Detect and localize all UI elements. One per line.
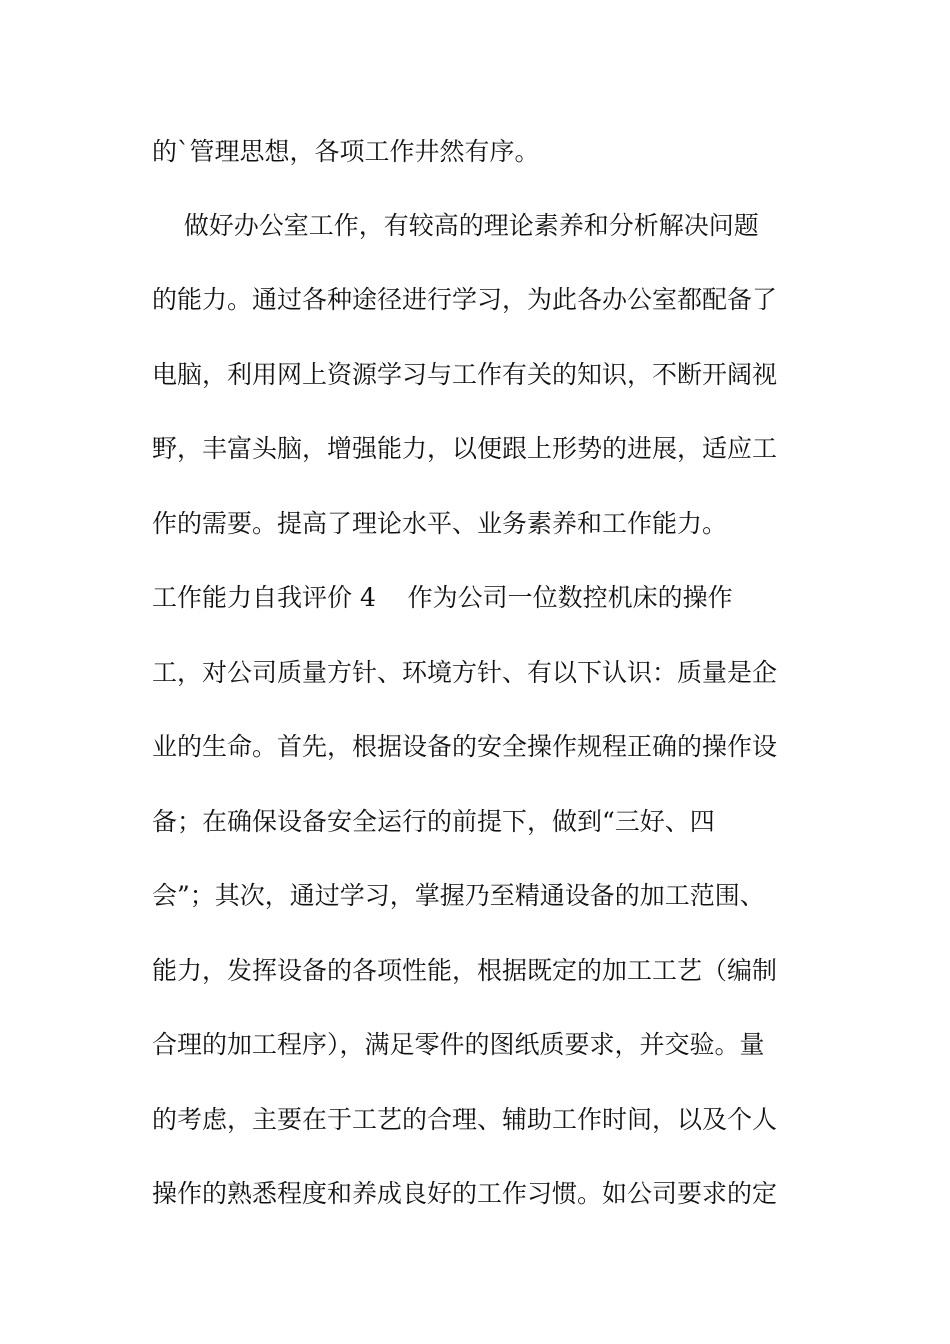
text-line: 能力，发挥设备的各项性能，根据既定的加工工艺（编制: [152, 956, 778, 985]
text-line: 操作的熟悉程度和养成良好的工作习惯。如公司要求的定: [152, 1179, 778, 1208]
text-line: 工，对公司质量方针、环境方针、有以下认识：质量是企: [152, 658, 778, 687]
section-heading-line: 工作能力自我评价 4 作为公司一位数控机床的操作: [152, 583, 733, 612]
text-line: 业的生命。首先，根据设备的安全操作规程正确的操作设: [152, 732, 778, 761]
text-line: 备；在确保设备安全运行的前提下，做到“三好、四: [152, 807, 715, 836]
text-line: 的考虑，主要在于工艺的合理、辅助工作时间，以及个人: [152, 1105, 778, 1134]
text-line: 合理的加工程序），满足零件的图纸质要求，并交验。量: [152, 1030, 765, 1059]
text-line: 做好办公室工作，有较高的理论素养和分析解决问题: [152, 211, 759, 240]
text-line: 会”；其次，通过学习，掌握乃至精通设备的加工范围、: [152, 881, 765, 910]
text-line: 的能力。通过各种途径进行学习，为此各办公室都配备了: [152, 285, 778, 314]
text-line: 的`管理思想，各项工作井然有序。: [152, 137, 540, 166]
text-line: 野，丰富头脑，增强能力，以便跟上形势的进展，适应工: [152, 434, 778, 463]
text-line: 电脑，利用网上资源学习与工作有关的知识，不断开阔视: [152, 360, 778, 389]
text-line: 作的需要。提高了理论水平、业务素养和工作能力。: [152, 509, 728, 538]
